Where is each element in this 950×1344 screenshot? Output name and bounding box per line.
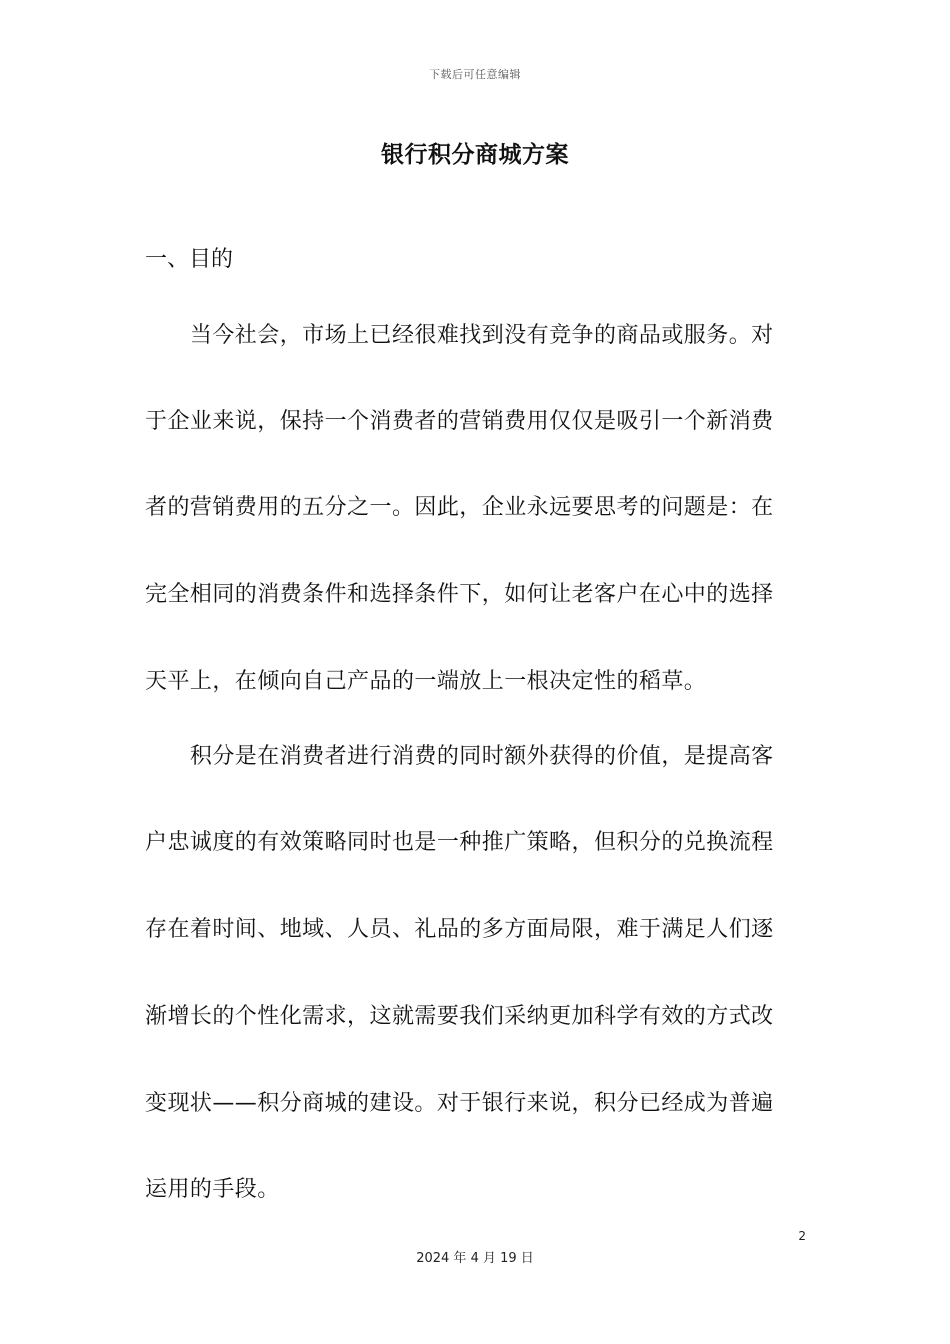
paragraph-line: 变现状——积分商城的建设。对于银行来说，积分已经成为普遍: [145, 1091, 774, 1116]
paragraph-line: 户忠诚度的有效策略同时也是一种推广策略，但积分的兑换流程: [145, 830, 774, 855]
paragraph-line: 积分是在消费者进行消费的同时额外获得的价值，是提高客: [145, 744, 774, 769]
paragraph-line: 完全相同的消费条件和选择条件下，如何让老客户在心中的选择: [145, 582, 774, 607]
paragraph-line: 于企业来说，保持一个消费者的营销费用仅仅是吸引一个新消费: [145, 409, 774, 434]
paragraph-line: 者的营销费用的五分之一。因此，企业永远要思考的问题是：在: [145, 495, 774, 520]
paragraph-line: 存在着时间、地域、人员、礼品的多方面局限，难于满足人们逐: [145, 917, 774, 942]
paragraph-line: 天平上，在倾向自己产品的一端放上一根决定性的稻草。: [145, 669, 707, 694]
paragraph-line: 当今社会，市场上已经很难找到没有竞争的商品或服务。对: [145, 323, 774, 348]
section-heading: 一、目的: [145, 247, 234, 272]
footer-date: 2024 年 4 月 19 日: [416, 1251, 534, 1266]
paragraph-line: 运用的手段。: [145, 1177, 280, 1202]
page-number: 2: [798, 1229, 806, 1243]
document-title: 银行积分商城方案: [381, 142, 569, 168]
header-note: 下载后可任意编辑: [429, 68, 521, 81]
paragraph-line: 渐增长的个性化需求，这就需要我们采纳更加科学有效的方式改: [145, 1004, 774, 1029]
